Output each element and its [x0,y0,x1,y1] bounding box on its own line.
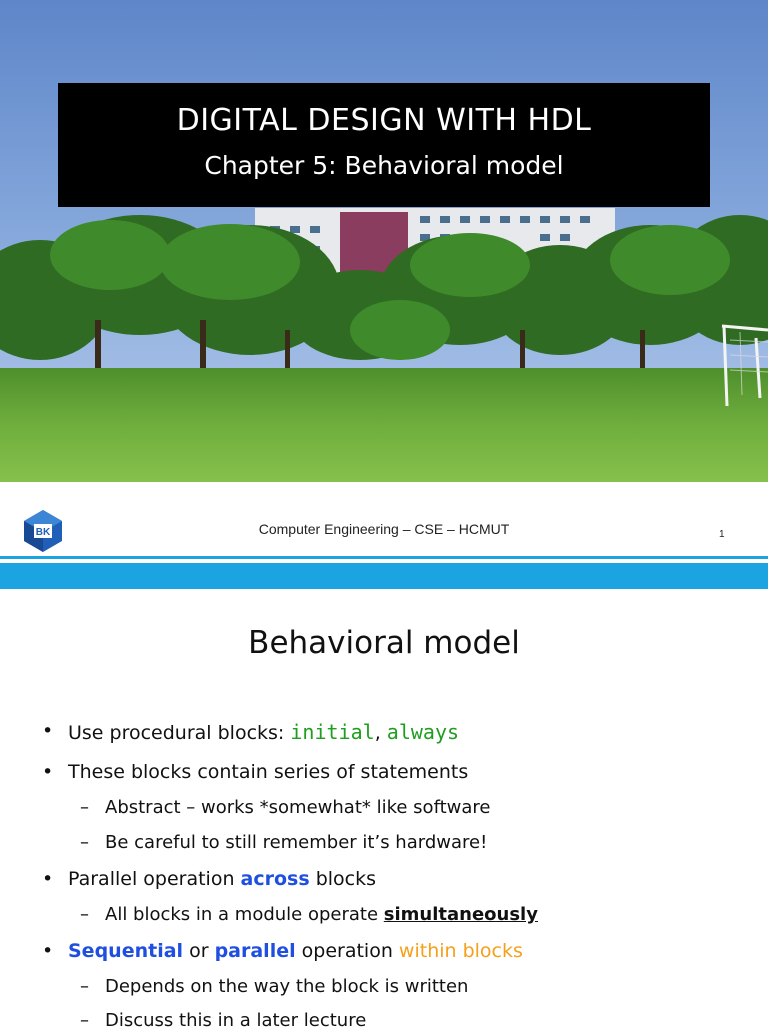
bullet-item [42,940,523,962]
sub-bullet-marker: – [80,976,89,997]
content-slide [0,590,768,1031]
sub-bullet-text: Abstract – works *somewhat* like software [105,797,491,818]
keyword-initial: initial [290,720,375,744]
bullet-marker: • [42,720,54,742]
content-slide-title: Behavioral model [248,625,520,661]
bullet-text: , [374,722,387,744]
sub-bullet-text: Depends on the way the block is written [105,976,469,997]
slide-footer [0,482,768,590]
sub-bullet-item [80,1010,367,1031]
slide-title: DIGITAL DESIGN WITH HDL [176,103,592,138]
footer-text: Computer Engineering – CSE – HCMUT [258,521,510,537]
logo-text: BK [35,527,51,538]
sub-bullet-marker: – [80,904,89,925]
accent-bar-thick [0,563,768,589]
bullet-text: blocks [309,868,377,890]
emphasis-simultaneously: simultaneously [383,904,538,925]
emphasis-within-blocks: within blocks [398,940,523,962]
sub-bullet-item [80,976,469,997]
bullet-marker: • [42,940,54,962]
bullet-item [42,868,377,890]
campus-photo [0,0,768,482]
slide-subtitle: Chapter 5: Behavioral model [204,151,564,180]
bullet-text: operation [295,940,399,962]
bullet-text: Use procedural blocks: [68,722,291,744]
sub-bullet-marker: – [80,797,89,818]
sub-bullet-text: All blocks in a module operate [105,904,384,925]
sub-bullet-marker: – [80,1010,89,1031]
bullet-text: Parallel operation [68,868,241,890]
bullet-item [42,720,460,744]
bullet-marker: • [42,868,54,890]
sub-bullet-text: Discuss this in a later lecture [105,1010,367,1031]
accent-bar-thin [0,556,768,559]
sub-bullet-text: Be careful to still remember it’s hardware! [105,832,488,853]
emphasis-across: across [240,868,310,890]
sub-bullet-item [80,904,538,925]
sub-bullet-item [80,797,491,818]
bullet-marker: • [42,761,54,783]
keyword-always: always [386,720,460,744]
bullet-text: or [183,940,215,962]
sub-bullet-item [80,832,488,853]
emphasis-sequential: Sequential [68,940,184,962]
bullet-item [42,761,469,783]
sub-bullet-marker: – [80,832,89,853]
title-box [58,83,710,207]
emphasis-parallel: parallel [214,940,296,962]
bullet-text: These blocks contain series of statements [68,761,469,783]
page-number: 1 [719,529,725,540]
